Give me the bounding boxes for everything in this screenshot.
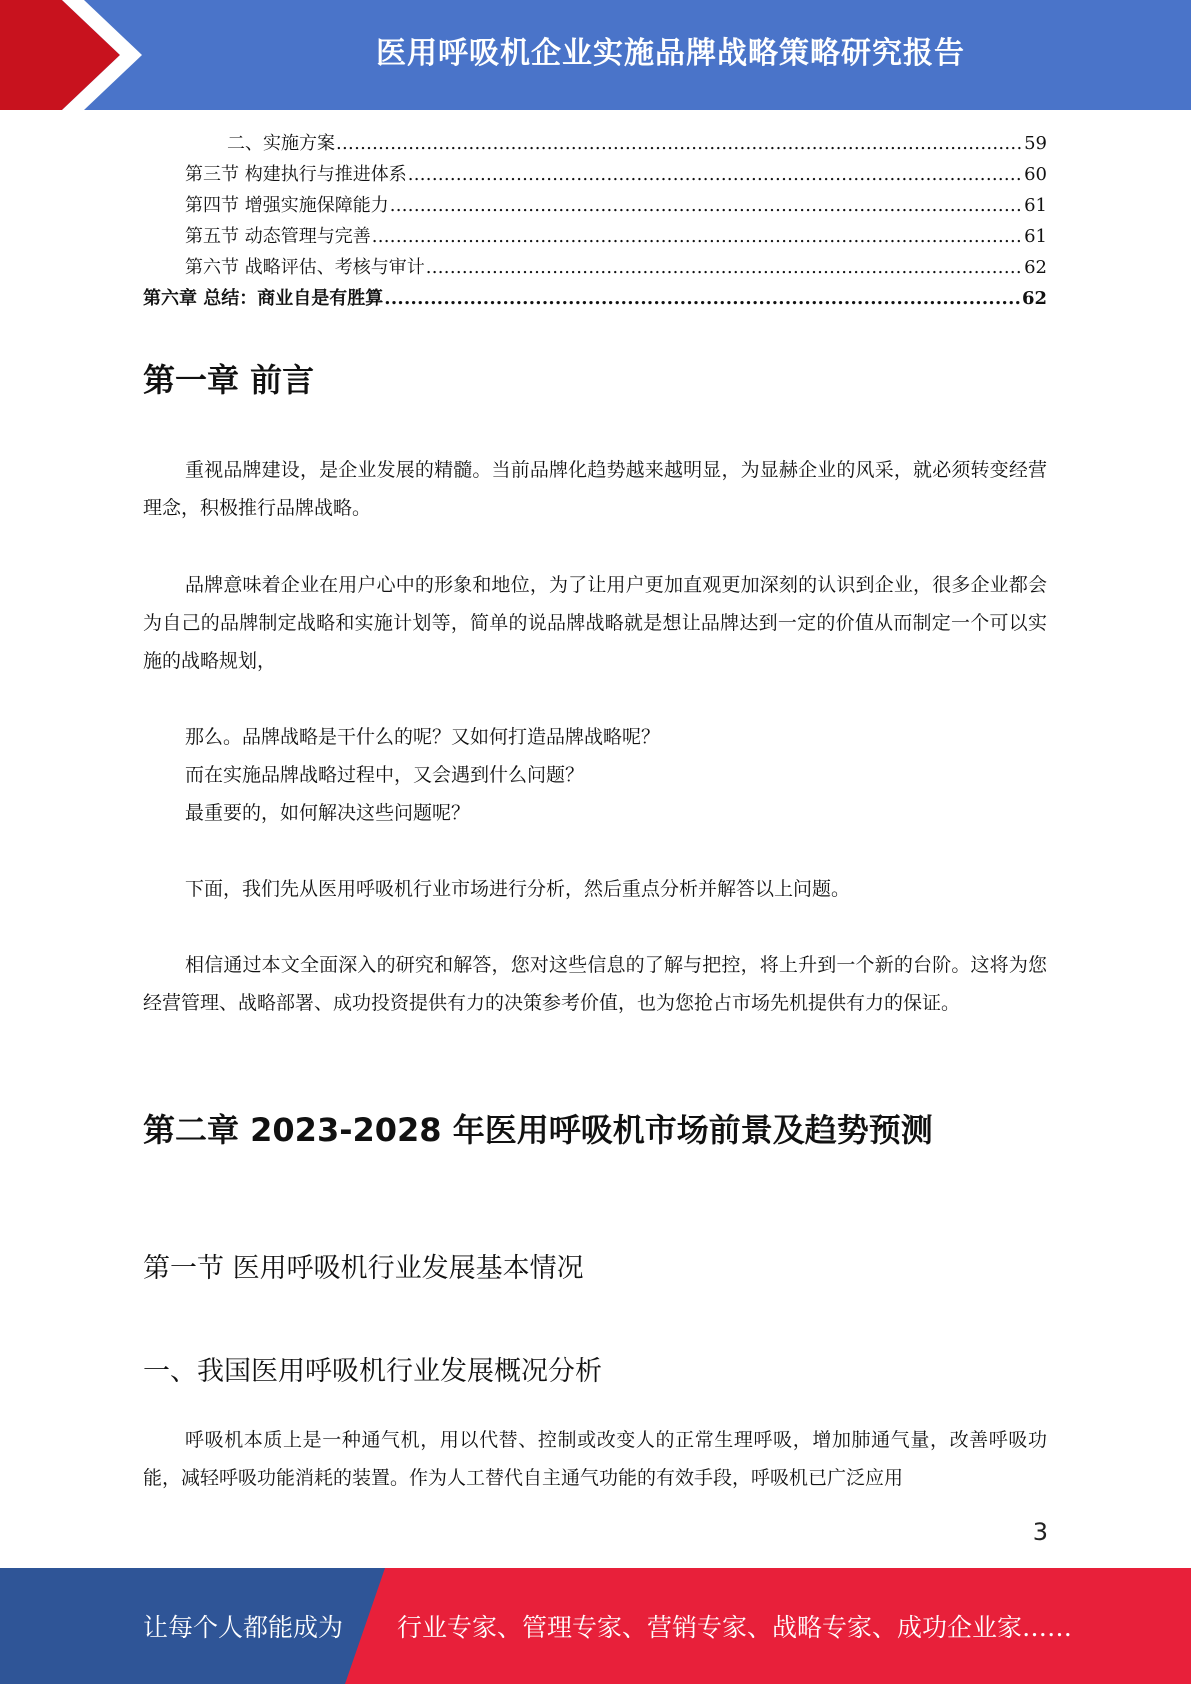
header-chevron-icon xyxy=(0,0,160,110)
toc-entry[interactable] xyxy=(143,190,1047,221)
toc-entry-page: 59 xyxy=(1024,133,1047,154)
toc-entry-label: 第六节 战略评估、考核与审计 xyxy=(185,257,425,278)
table-of-contents xyxy=(143,128,1047,314)
question-line: 那么。品牌战略是干什么的呢？又如何打造品牌战略呢？ xyxy=(185,726,661,748)
page-number: 3 xyxy=(1032,1518,1048,1546)
toc-entry-label: 第三节 构建执行与推进体系 xyxy=(185,164,407,185)
body-paragraph: 品牌意味着企业在用户心中的形象和地位，为了让用户更加直观更加深刻的认识到企业，很多企业都会为自己的品牌制定战略和实施计划等，简单的说品牌战略就是想让品牌达到一定的价值从而制定一个可以实施的战略规划， xyxy=(143,574,1047,672)
footer-slogan-left: 让每个人都能成为 xyxy=(143,1613,344,1642)
toc-entry[interactable] xyxy=(143,221,1047,252)
body-paragraph: 下面，我们先从医用呼吸机行业市场进行分析，然后重点分析并解答以上问题。 xyxy=(185,878,851,900)
body-paragraph: 呼吸机本质上是一种通气机，用以代替、控制或改变人的正常生理呼吸，增加肺通气量，改善呼吸功能，减轻呼吸功能消耗的装置。作为人工替代自主通气功能的有效手段，呼吸机已广泛应用 xyxy=(143,1429,1047,1489)
toc-entry-label: 第四节 增强实施保障能力 xyxy=(185,195,389,216)
toc-entry[interactable] xyxy=(143,159,1047,190)
toc-entry-label: 第五节 动态管理与完善 xyxy=(185,226,371,247)
toc-entry-page: 62 xyxy=(1024,257,1047,278)
question-line: 最重要的，如何解决这些问题呢？ xyxy=(185,802,471,824)
toc-leader-dots xyxy=(372,221,1023,252)
toc-leader-dots xyxy=(408,159,1023,190)
toc-leader-dots xyxy=(336,128,1023,159)
body-paragraph: 相信通过本文全面深入的研究和解答，您对这些信息的了解与把控，将上升到一个新的台阶。这将为您经营管理、战略部署、成功投资提供有力的决策参考价值，也为您抢占市场先机提供有力的保证。 xyxy=(143,954,1047,1014)
chapter-heading: 第一章 前言 xyxy=(143,361,315,399)
toc-entry-label: 二、实施方案 xyxy=(227,133,335,154)
toc-entry-page: 61 xyxy=(1024,226,1047,247)
page-footer xyxy=(0,1568,1191,1684)
toc-entry[interactable] xyxy=(143,283,1047,314)
toc-entry[interactable] xyxy=(143,128,1047,159)
toc-entry[interactable] xyxy=(143,252,1047,283)
toc-entry-page: 60 xyxy=(1024,164,1047,185)
page-header xyxy=(0,0,1191,110)
chapter-heading: 第二章 2023-2028 年医用呼吸机市场前景及趋势预测 xyxy=(143,1111,933,1149)
body-paragraph: 重视品牌建设，是企业发展的精髓。当前品牌化趋势越来越明显，为显赫企业的风采，就必须转变经营理念，积极推行品牌战略。 xyxy=(143,459,1047,519)
toc-leader-dots xyxy=(390,190,1023,221)
footer-slogan-right: 行业专家、管理专家、营销专家、战略专家、成功企业家…… xyxy=(397,1613,1073,1642)
toc-leader-dots xyxy=(426,252,1023,283)
toc-entry-page: 62 xyxy=(1021,288,1047,309)
section-heading: 第一节 医用呼吸机行业发展基本情况 xyxy=(143,1253,584,1284)
question-line: 而在实施品牌战略过程中，又会遇到什么问题？ xyxy=(185,764,585,786)
subsection-heading: 一、我国医用呼吸机行业发展概况分析 xyxy=(143,1356,602,1387)
toc-entry-page: 61 xyxy=(1024,195,1047,216)
report-title: 医用呼吸机企业实施品牌战略策略研究报告 xyxy=(376,36,965,71)
toc-leader-dots xyxy=(384,283,1021,314)
toc-entry-label: 第六章 总结：商业自是有胜算 xyxy=(143,288,384,309)
